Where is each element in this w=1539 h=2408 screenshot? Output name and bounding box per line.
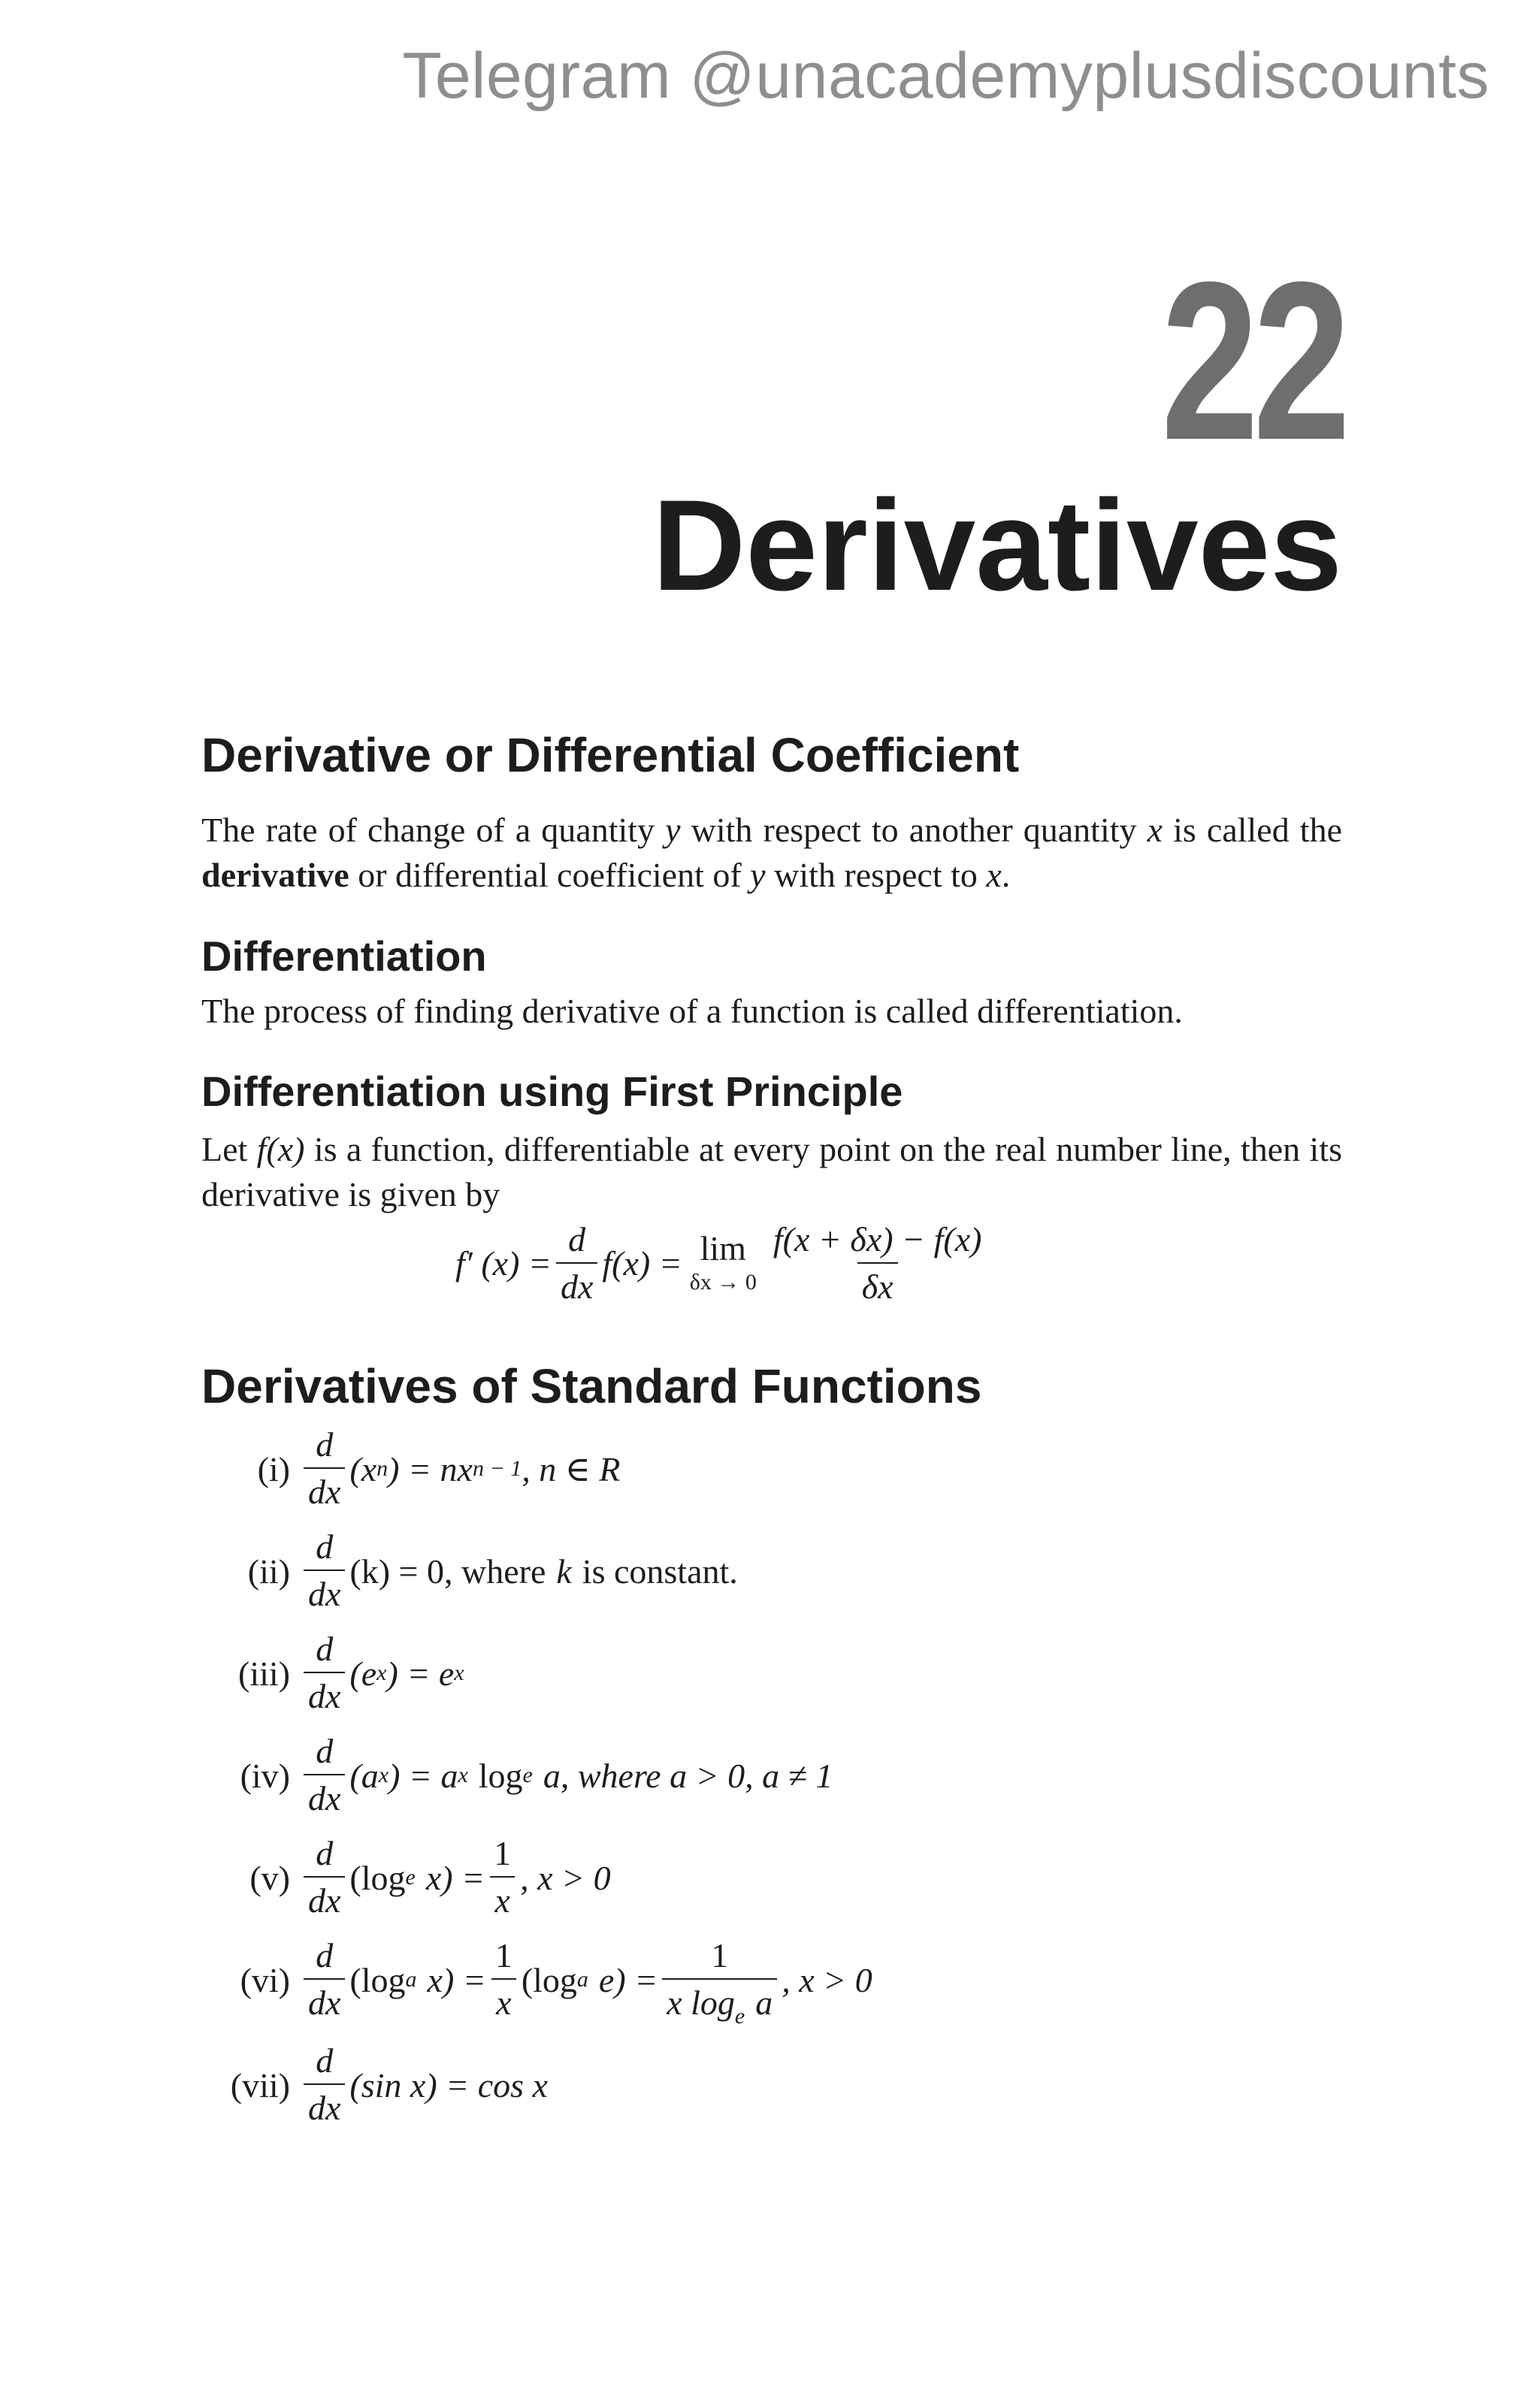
frac-den: dx (304, 1876, 345, 1920)
heading-differentiation: Differentiation (201, 932, 487, 980)
chapter-number: 22 (1161, 234, 1345, 487)
var-y: y (750, 856, 766, 894)
formula-item (201, 1522, 738, 1620)
log: (log (349, 1960, 406, 1999)
frac-num: f(x + δx) − f(x) (773, 1220, 982, 1258)
bold-term: derivative (201, 856, 349, 894)
expr-tail: , n ∈ R (522, 1450, 621, 1488)
fx: f(x) (256, 1130, 305, 1168)
expr-tail: a, where a > 0, a ≠ 1 (543, 1756, 833, 1795)
formula-item (201, 2036, 548, 2134)
frac-num: d (316, 2041, 334, 2080)
item-label: (iv) (240, 1756, 290, 1795)
d-dx-fraction (304, 2042, 345, 2127)
lim-word: lim (700, 1228, 746, 1267)
text-segment: is a function, differentiable at every point on the real number line, then its derivative is given by (201, 1130, 1343, 1213)
watermark: Telegram @unacademyplusdiscounts (402, 40, 1489, 112)
subscript: e (734, 2004, 745, 2029)
frac-den: dx (304, 2083, 345, 2128)
heading-standard-functions: Derivatives of Standard Functions (201, 1359, 982, 1413)
var-x: x (1147, 811, 1163, 849)
expr-part: (e (349, 1654, 377, 1693)
frac-num: d (316, 1425, 334, 1464)
item-label: (vi) (240, 1960, 290, 1999)
log: log (478, 1756, 523, 1795)
limit (689, 1228, 757, 1296)
expr-part: (a (349, 1756, 379, 1795)
text-segment: is called the (1173, 811, 1342, 849)
d-dx-fraction (304, 1937, 345, 2022)
text-segment: or differential coefficient of (358, 856, 742, 894)
formula-mid: f(x) = (602, 1244, 682, 1283)
text-segment: with respect to (774, 856, 978, 894)
expr-part: (k) = 0, where (349, 1551, 546, 1591)
one-over-x (489, 1835, 516, 1920)
difference-quotient (769, 1221, 987, 1306)
d-dx-fraction (304, 1733, 345, 1817)
expr-part: e) = (598, 1960, 658, 1999)
expr-part: ) = a (389, 1756, 458, 1795)
frac-num: d (316, 1732, 334, 1771)
chapter-title: Derivatives (652, 473, 1342, 618)
den-part: x log (667, 1984, 735, 2022)
log: (log (349, 1858, 406, 1897)
frac-den: x (491, 1978, 516, 2023)
expr-part: (x (349, 1449, 377, 1488)
item-label: (i) (257, 1449, 290, 1488)
formula-item: (iii) $\frac{d}{dx}$ (e x ) = e x (201, 1624, 464, 1722)
text-segment: with respect to another quantity (691, 811, 1137, 849)
d-dx-fraction (304, 1528, 345, 1613)
expr-part: ) = nx (388, 1449, 473, 1488)
period: . (1001, 856, 1011, 894)
frac-num: 1 (494, 1834, 512, 1873)
formula-item: (iv) $\frac{d}{dx}$ (a x ) = a x log e a, where a > 0, a ≠ 1 (201, 1727, 833, 1824)
expr-part: x) = (425, 1858, 485, 1897)
item-label: (v) (249, 1858, 290, 1897)
formula-item: (v) $\frac{d}{dx}$ (log e x) = $\frac{1}{x}$ , x > 0 (201, 1829, 611, 1926)
frac-den: dx (556, 1262, 597, 1307)
expr-tail: , x > 0 (782, 1960, 872, 1999)
frac-num: d (316, 1630, 334, 1669)
frac-den: x (490, 1876, 514, 1920)
paragraph-differentiation: The process of finding derivative of a function is called differentiation. (201, 992, 1183, 1030)
item-label: (ii) (247, 1551, 290, 1591)
frac-den: δx (857, 1262, 898, 1307)
den-part: a (755, 1984, 773, 2022)
frac-den: dx (304, 1774, 345, 1818)
text-segment: The rate of change of a quantity (201, 811, 655, 849)
heading-derivative: Derivative or Differential Coefficient (201, 728, 1020, 782)
frac-den: dx (304, 1978, 345, 2023)
frac-num: d (568, 1220, 586, 1258)
frac-den: dx (304, 1467, 345, 1512)
frac-num: d (316, 1834, 334, 1873)
lim-sub: δx → 0 (689, 1269, 757, 1295)
first-principle-formula (455, 1221, 990, 1306)
d-dx-fraction (304, 1630, 345, 1715)
d-dx-fraction (304, 1426, 345, 1511)
var-k: k (556, 1551, 572, 1591)
frac-num: 1 (494, 1936, 512, 1975)
one-over-xlog (662, 1936, 777, 2029)
formula-item: (vi) $\frac{d}{dx}$ (log a x) = $\frac{1}{x}$ (log a e) = $\frac{1}{x \log_e a}$ , x > 0 (201, 1931, 872, 2029)
expr-part: x) = (427, 1960, 486, 1999)
var-x: x (986, 856, 1002, 894)
item-label: (vii) (230, 2065, 290, 2104)
expr-tail: is constant. (582, 1551, 738, 1591)
frac-num: d (316, 1936, 334, 1975)
d-dx-fraction (556, 1221, 597, 1306)
var-y: y (665, 811, 681, 849)
frac-den (662, 1978, 777, 2029)
frac-den: dx (304, 1672, 345, 1716)
item-label: (iii) (238, 1654, 290, 1693)
one-over-x (491, 1937, 517, 2022)
formula-item: (i) $\frac{d}{dx}$ (x n ) = nx n − 1 , n ∈ R (201, 1420, 620, 1518)
text-segment: Let (201, 1130, 248, 1168)
expr-part: ) = e (386, 1654, 455, 1693)
expr-tail: , x > 0 (520, 1858, 611, 1897)
heading-first-principle: Differentiation using First Principle (201, 1068, 903, 1115)
log: (log (521, 1960, 577, 1999)
paragraph-derivative (201, 808, 1342, 898)
paragraph-first-principle (201, 1127, 1342, 1217)
formula-lhs: f′ (x) = (455, 1244, 552, 1283)
d-dx-fraction (304, 1835, 345, 1920)
frac-num: d (316, 1527, 334, 1567)
frac-num: 1 (711, 1936, 729, 1975)
frac-den: dx (304, 1570, 345, 1614)
expr-part: (sin x) = cos x (349, 2065, 548, 2104)
